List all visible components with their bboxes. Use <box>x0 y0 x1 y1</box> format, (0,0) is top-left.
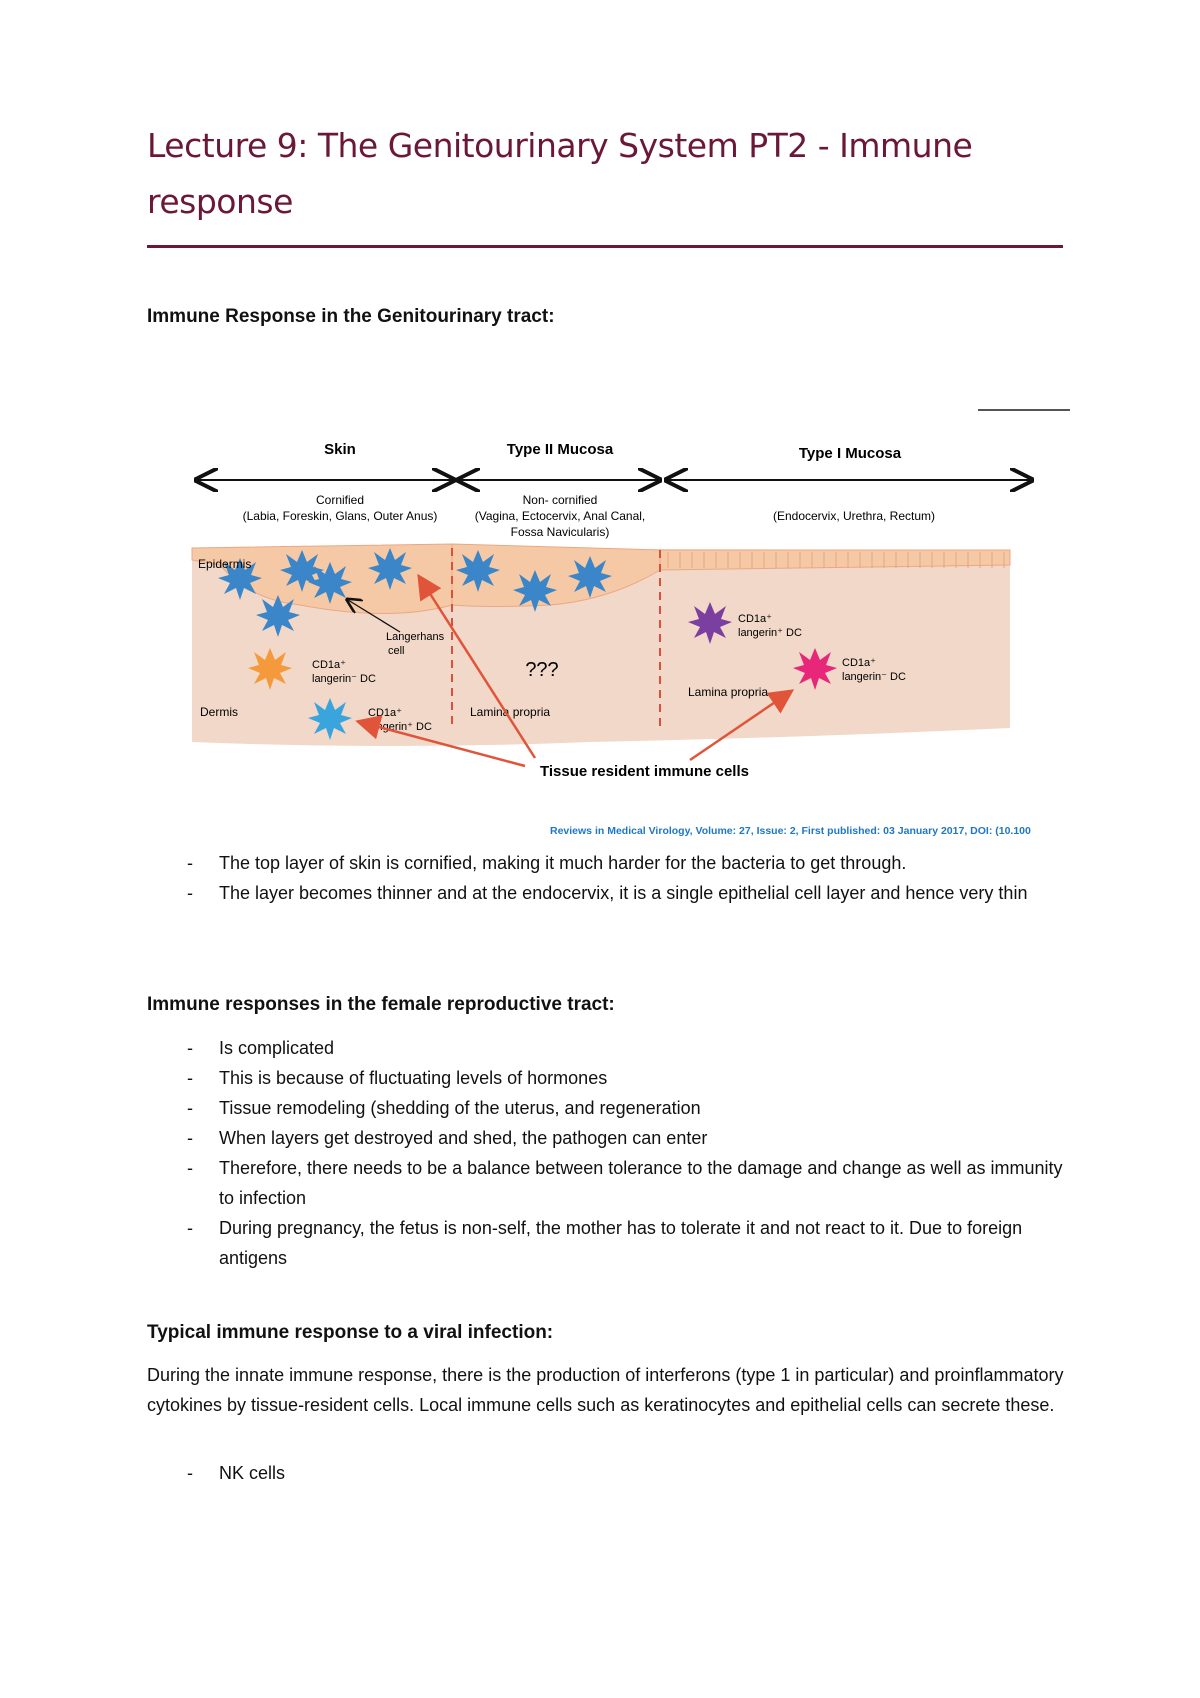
label-purple-dc-1: CD1a⁺ <box>738 613 772 625</box>
section-heading-female-tract: Immune responses in the female reproductive tract: <box>147 994 615 1015</box>
label-lamina-propria-right: Lamina propria <box>688 685 769 699</box>
list-item: - NK cells <box>147 1458 1067 1488</box>
label-purple-dc-2: langerin⁺ DC <box>738 627 802 639</box>
list-item: - The layer becomes thinner and at the endocervix, it is a single epithelial cell layer and hence very thin <box>147 878 1067 908</box>
region-type2: Type II Mucosa <box>506 441 614 458</box>
type2-subtitle-1: Non- cornified <box>522 493 598 507</box>
genitourinary-bullets <box>147 848 1067 908</box>
section-heading-genitourinary: Immune Response in the Genitourinary tract: <box>147 306 555 327</box>
label-epidermis: Epidermis <box>198 557 252 571</box>
viral-infection-paragraph: During the innate immune response, there is the production of interferons (type 1 in particular) and proinflammatory cytokines by tissue-resident cells. Local immune cells such as keratinocytes and epithelial cells can secrete these. <box>147 1365 1064 1415</box>
female-tract-bullets <box>147 1033 1067 1273</box>
label-langerhans-1: Langerhans <box>386 631 445 643</box>
label-lamina-propria-mid: Lamina propria <box>470 705 551 719</box>
page-title: Lecture 9: The Genitourinary System PT2 - Immune response <box>147 126 973 221</box>
skin-subtitle-2: (Labia, Foreskin, Glans, Outer Anus) <box>242 509 438 523</box>
list-item: - Tissue remodeling (shedding of the uterus, and regeneration <box>147 1093 1067 1123</box>
type2-subtitle-2: (Vagina, Ectocervix, Anal Canal, <box>474 509 646 523</box>
skin-subtitle-1: Cornified <box>315 493 365 507</box>
list-item: - Is complicated <box>147 1033 1067 1063</box>
label-blue-dc-2: langerin⁺ DC <box>368 721 432 733</box>
list-item: - This is because of fluctuating levels of hormones <box>147 1063 1067 1093</box>
list-item: - The top layer of skin is cornified, making it much harder for the bacteria to get through. <box>147 848 1067 878</box>
label-pink-dc-2: langerin⁻ DC <box>842 671 906 683</box>
region-type1: Type I Mucosa <box>798 445 902 462</box>
type2-subtitle-3: Fossa Navicularis) <box>510 525 610 539</box>
tissue-diagram <box>190 400 1090 850</box>
type1-subtitle-1: (Endocervix, Urethra, Rectum) <box>772 509 936 523</box>
label-langerhans-2: cell <box>388 645 405 657</box>
region-skin: Skin <box>324 441 356 458</box>
label-pink-dc-1: CD1a⁺ <box>842 657 876 669</box>
viral-infection-bullets <box>147 1458 1067 1488</box>
list-item: - Therefore, there needs to be a balance between tolerance to the damage and change as well as immunity to infection <box>147 1153 1067 1213</box>
label-orange-dc-2: langerin⁻ DC <box>312 673 376 685</box>
figure-citation: Reviews in Medical Virology, Volume: 27, Issue: 2, First published: 03 January 2017, DOI: (10.100 <box>550 825 1031 837</box>
label-blue-dc-1: CD1a⁺ <box>368 707 402 719</box>
label-unknown: ??? <box>525 659 559 681</box>
label-tissue-resident: Tissue resident immune cells <box>540 763 749 780</box>
title-divider <box>147 245 1063 248</box>
label-dermis: Dermis <box>200 705 238 719</box>
list-item: - During pregnancy, the fetus is non-self, the mother has to tolerate it and not react to it. Due to foreign antigens <box>147 1213 1067 1273</box>
section-heading-viral-infection: Typical immune response to a viral infection: <box>147 1322 554 1343</box>
list-item: - When layers get destroyed and shed, the pathogen can enter <box>147 1123 1067 1153</box>
label-orange-dc-1: CD1a⁺ <box>312 659 346 671</box>
